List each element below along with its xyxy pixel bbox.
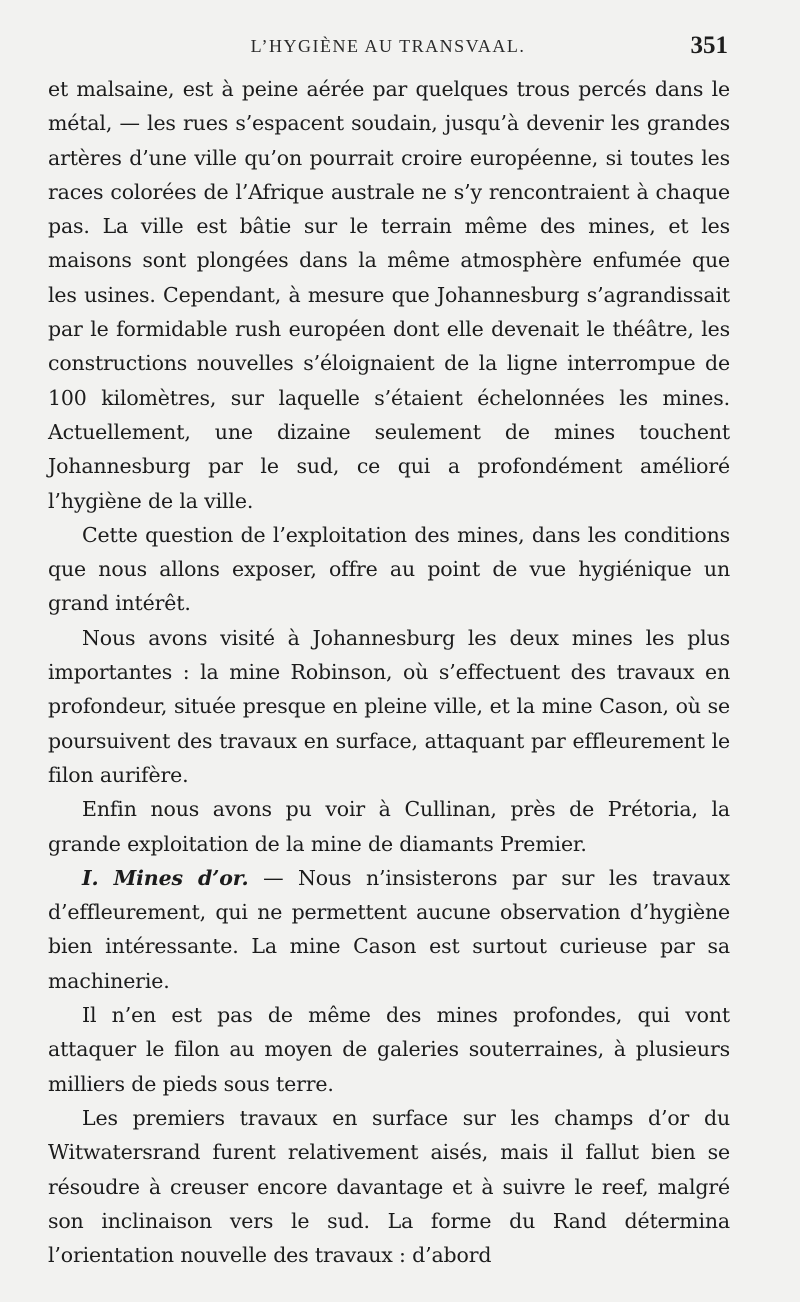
- paragraph-7: Les premiers travaux en surface sur les champs d’or du Witwatersrand furent relativement aisés, mais il fallut bien se résoudre à creuser encore davantage et à suivre le reef, malgré son inclinaison vers le sud. La forme du Rand détermina l’orientation nouvelle des travaux : d’abord: [48, 1105, 730, 1268]
- paragraph-2: Cette question de l’exploitation des mines, dans les conditions que nous allons exposer, offre au point de vue hygiénique un grand intérêt.: [48, 522, 730, 616]
- body-text: [48, 72, 730, 1272]
- paragraph-5-text: — Nous n’insisterons par sur les travaux d’effleurement, qui ne permettent aucune observation d’hygiène bien intéressante. La mine Cason est surtout curieuse par sa machinerie.: [48, 865, 730, 993]
- paragraph-6: Il n’en est pas de même des mines profondes, qui vont attaquer le filon au moyen de galeries souterraines, à plusieurs milliers de pieds sous terre.: [48, 1003, 730, 1096]
- page-number: 351: [690, 32, 728, 59]
- paragraph-4: Enfin nous avons pu voir à Cullinan, près de Prétoria, la grande exploitation de la mine de diamants Premier.: [48, 797, 730, 856]
- section-heading: I. Mines d’or.: [82, 865, 249, 890]
- running-head: [48, 32, 728, 66]
- paragraph-5: [48, 861, 730, 998]
- paragraph-3: Nous avons visité à Johannesburg les deux mines les plus importantes : la mine Robinson, où s’effectuent des travaux en profondeur, située presque en pleine ville, et la mine Cason, où se poursuivent des travaux en surface, attaquant par effleurement le filon aurifère.: [48, 625, 730, 787]
- paragraph-1: et malsaine, est à peine aérée par quelques trous percés dans le métal, — les rues s’espacent soudain, jusqu’à devenir les grandes artères d’une ville qu’on pourrait croire européenne, si toutes les races colorées de l’Afrique australe ne s’y rencontraient à chaque pas. La ville est bâtie sur le terrain même des mines, et les maisons sont plongées dans la même atmosphère enfumée que les usines. Cependant, à mesure que Johannesburg s’agrandissait par le formidable rush européen dont elle devenait le théâtre, les constructions nouvelles s’éloignaient de la ligne interrompue de 100 kilomètres, sur laquelle s’étaient échelonnées les mines. Actuellement, une dizaine seulement de mines touchent Johannesburg par le sud, ce qui a profondément amélioré l’hygiène de la ville.: [48, 77, 730, 513]
- running-title: L’HYGIÈNE AU TRANSVAAL.: [250, 36, 526, 56]
